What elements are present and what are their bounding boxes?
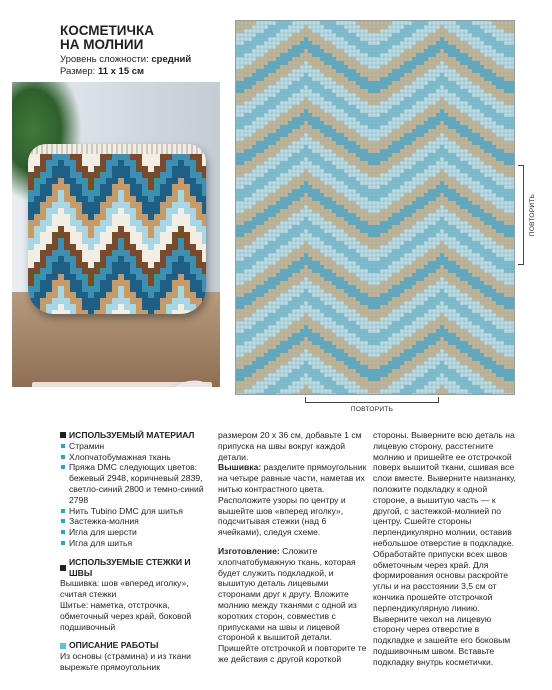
- bullet-icon: [61, 519, 65, 523]
- column-2: [218, 430, 368, 665]
- work-intro-part-1: Из основы (страмина) и из ткани вырежьте прямоугольник: [60, 651, 191, 672]
- list-item-text: Хлопчатобумажная ткань: [69, 451, 171, 462]
- list-item: [60, 462, 215, 505]
- stitches-heading: [60, 557, 215, 579]
- bag-chevron-pattern: [28, 154, 206, 314]
- repeat-horizontal-tick-right: [438, 397, 439, 403]
- heading-square-icon: [60, 565, 66, 571]
- making-label: Изготовление:: [218, 545, 280, 556]
- materials-heading: [60, 430, 215, 441]
- bullet-icon: [61, 465, 65, 469]
- stitches-heading-text: ИСПОЛЬЗУЕМЫЕ СТЕЖКИ И ШВЫ: [69, 556, 191, 578]
- repeat-horizontal-label: ПОВТОРИТЬ: [350, 406, 394, 413]
- list-item-text: Игла для шитья: [69, 537, 133, 548]
- list-item-text: Страмин: [69, 440, 105, 451]
- embroidery-text: разделите прямоугольник на четыре равные части, наметав их нитью контрастного цвета. Расположите узоры по центру и вышейте шов «вперед иголку», подсчитывая стежки (над 6 ячейками), следуя схеме.: [218, 462, 367, 538]
- title-line-1: КОСМЕТИЧКА: [60, 23, 154, 38]
- list-item: [60, 538, 215, 549]
- embroidery-paragraph: [218, 462, 368, 538]
- bullet-icon: [61, 509, 65, 513]
- repeat-vertical-label: ПОВТОРИТЬ: [529, 193, 536, 237]
- list-item: [60, 441, 215, 452]
- column-3: [373, 430, 523, 668]
- making-paragraph-part-2: стороны. Выверните всю деталь на лицевую сторону, расстегните молнию и пришейте ее отстрочкой поверх вышитой ткани, сшивая все слои вместе. Выверните наизнанку, положите подкладку к одной стороне, а вышитую часть — к другой, с застежкой-молнией по центру. Сшейте стороны перпендикулярно молнии, оставив небольшое отверстие в подкладке. Обработайте припуски всех швов обметочным через край. Для формирования основы раскройте углы и на расстоянии 3,5 см от кончика прошейте отстрочкой перпендикулярную линию. Выверните чехол на лицевую сторону через отверстие в подкладке и зашейте его боковым подшивочным швом. Вставьте подкладку внутрь косметички.: [373, 430, 516, 667]
- size-label: Размер:: [60, 66, 96, 77]
- materials-heading-text: ИСПОЛЬЗУЕМЫЙ МАТЕРИАЛ: [69, 430, 195, 440]
- article-meta: [60, 54, 191, 78]
- repeat-horizontal-tick-left: [305, 397, 306, 403]
- list-item: [60, 527, 215, 538]
- work-heading: [60, 640, 215, 651]
- list-item: [60, 452, 215, 463]
- difficulty-value: средний: [151, 54, 192, 65]
- list-item-text: Игла для шерсти: [69, 527, 137, 538]
- repeat-vertical-line: [523, 165, 524, 265]
- work-heading-text: ОПИСАНИЕ РАБОТЫ: [69, 640, 159, 651]
- size-value: 11 x 15 см: [97, 66, 145, 77]
- product-photo: [12, 82, 220, 387]
- chart-grid: [236, 21, 514, 394]
- title-line-2: НА МОЛНИИ: [60, 37, 144, 52]
- stitches-sewing: Шитье: наметка, отстрочка, обметочный через край, боковой подшивочный: [60, 599, 192, 632]
- list-item-text: Нить Tubino DMC для шитья: [69, 505, 183, 516]
- difficulty-row: [60, 54, 191, 66]
- list-item: [60, 506, 215, 517]
- repeat-horizontal-marker: [305, 396, 439, 416]
- list-item-text: Застежка-молния: [69, 516, 139, 527]
- zipper-image: [28, 144, 206, 154]
- difficulty-label: Уровень сложности:: [60, 54, 149, 65]
- repeat-vertical-tick-top: [518, 165, 524, 166]
- bullet-icon: [61, 455, 65, 459]
- size-row: [60, 66, 191, 78]
- repeat-vertical-tick-bottom: [518, 264, 524, 265]
- heading-square-icon: [60, 432, 66, 438]
- cosmetic-bag-image: [28, 144, 206, 314]
- article-title: [60, 24, 225, 52]
- bullet-icon: [61, 530, 65, 534]
- list-item-text: Пряжа DMC следующих цветов: бежевый 2948, коричневый 2839, светло-синий 2800 и темно-синий 2798: [69, 462, 204, 505]
- heading-square-icon: [60, 643, 66, 649]
- stitches-embroidery: Вышивка: шов «вперед иголку», считая стежки: [60, 578, 189, 600]
- making-text-part-1: Сложите хлопчатобумажную ткань, которая будет служить подкладкой, и вышитую деталь лицевыми сторонами друг к другу. Вложите молнию между тканями с одной из коротких сторон, совместив с припусками на швы и лицевой стороной к вышитой детали. Пришейте отстрочкой и повторите те же действия с другой короткой: [218, 545, 367, 664]
- making-paragraph-part-1: [218, 546, 368, 665]
- repeat-horizontal-line: [305, 402, 439, 403]
- bullet-icon: [61, 541, 65, 545]
- column-1: [60, 430, 215, 673]
- bullet-icon: [61, 444, 65, 448]
- work-intro-part-2: размером 20 x 36 см, добавьте 1 см припуска на швы вокруг каждой детали.: [218, 430, 362, 462]
- embroidery-chart: [235, 20, 515, 395]
- embroidery-label: Вышивка:: [218, 462, 262, 473]
- repeat-vertical-marker: [515, 165, 536, 265]
- list-item: [60, 516, 215, 527]
